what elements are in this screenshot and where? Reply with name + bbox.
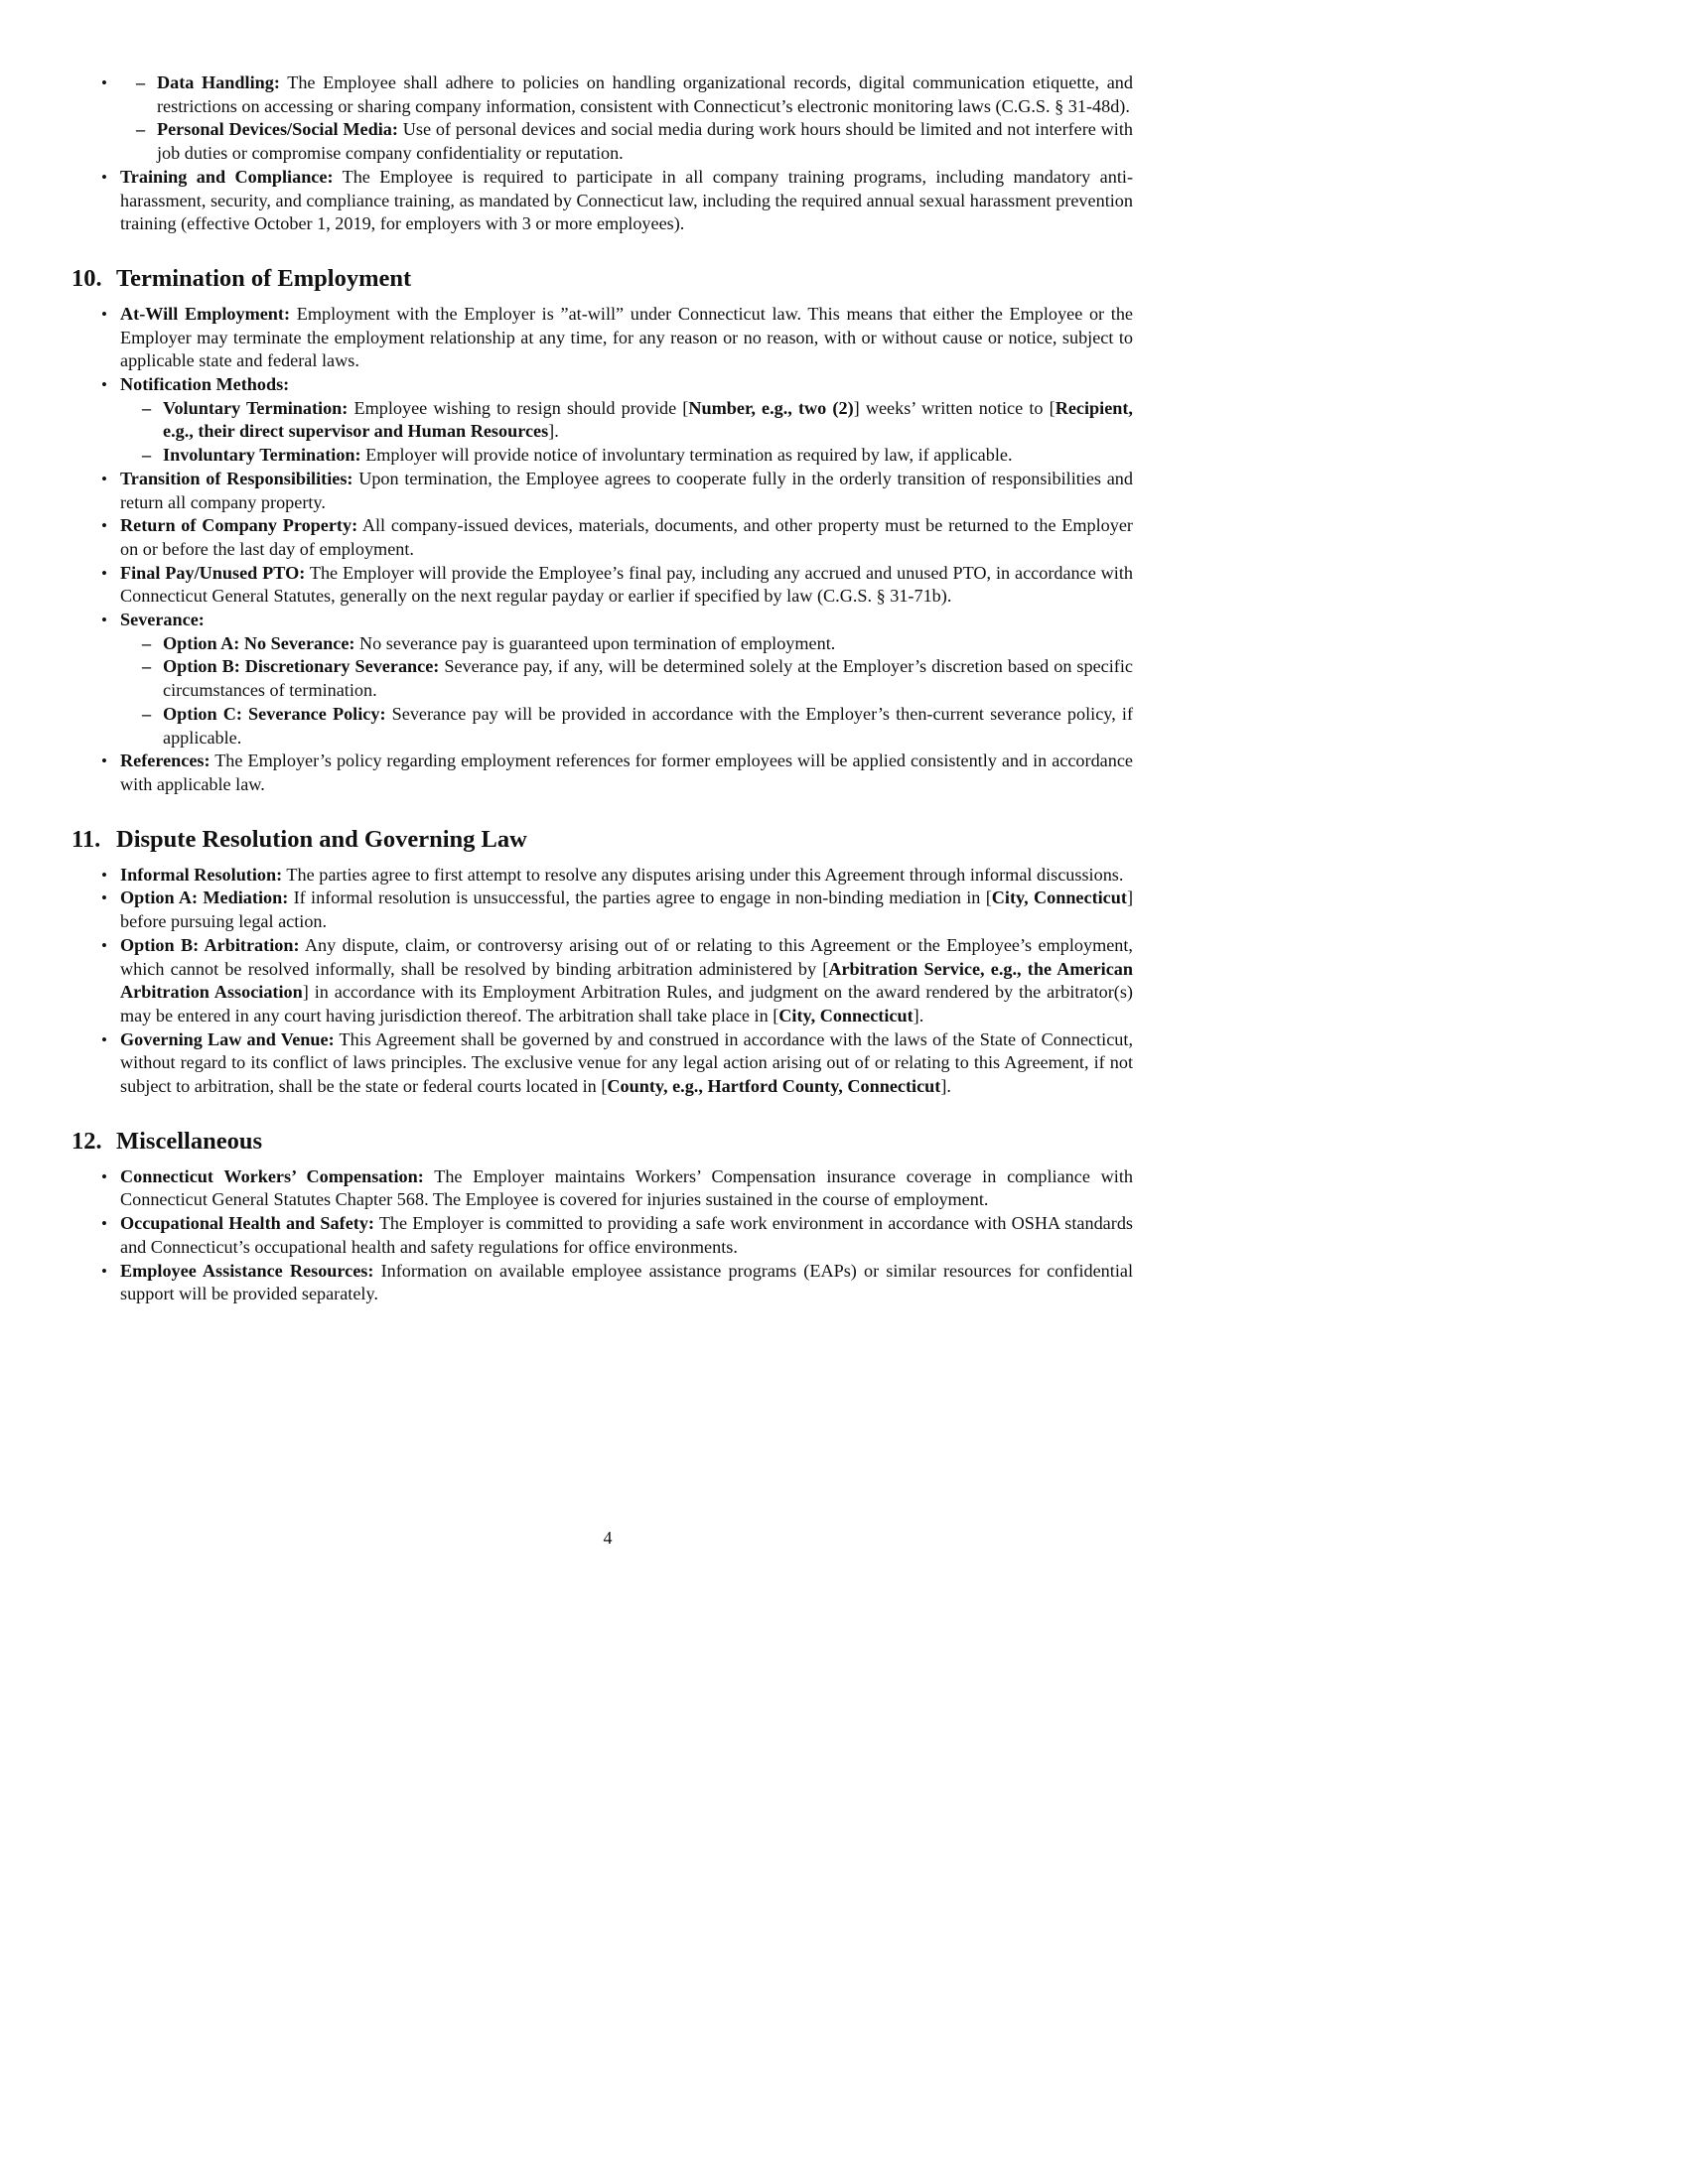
body-data-handling: The Employee shall adhere to policies on handling organizational records, digital communication etiquette, and restrictions on accessing or sharing company information, consistent with Connecticut’s electronic monitoring laws (C.G.S. § 31-48d). — [157, 72, 1133, 116]
section-9-continuation — [71, 71, 1133, 236]
sub-list — [114, 71, 1133, 166]
list-item-personal-devices — [157, 118, 1133, 165]
list-item-section-9-sub — [120, 71, 1133, 166]
term-option-c: Option C: Severance Policy: — [163, 703, 386, 724]
list-item-arbitration — [120, 934, 1133, 1028]
section-12 — [71, 1127, 1133, 1306]
list-item-involuntary — [163, 444, 1133, 468]
list-item-governing-law — [120, 1028, 1133, 1099]
section-12-list — [71, 1165, 1133, 1306]
term-at-will: At-Will Employment: — [120, 303, 291, 324]
placeholder-county: County, e.g., Hartford County, Connecticut — [607, 1076, 941, 1097]
body-arbitration-3: ]. — [913, 1005, 924, 1025]
list-item-training — [120, 166, 1133, 236]
list-item-return-property — [120, 514, 1133, 561]
term-transition: Transition of Responsibilities: — [120, 468, 353, 488]
section-10-heading — [71, 264, 1133, 294]
notification-sub-list — [120, 397, 1133, 468]
list-item-health-safety — [120, 1212, 1133, 1259]
section-10-title: Termination of Employment — [116, 264, 412, 292]
term-option-a: Option A: No Severance: — [163, 632, 355, 653]
section-12-title: Miscellaneous — [116, 1127, 262, 1155]
term-eap: Employee Assistance Resources: — [120, 1260, 374, 1281]
section-10 — [71, 264, 1133, 797]
term-governing-law: Governing Law and Venue: — [120, 1028, 335, 1049]
body-final-pay: The Employer will provide the Employee’s final pay, including any accrued and unused PTO, in accordance with Connecticut General Statutes, generally on the next regular payday or earlier if specified by law (C.G.S. § 31-71b). — [120, 562, 1133, 607]
term-option-b: Option B: Discretionary Severance: — [163, 656, 440, 677]
term-workers-comp: Connecticut Workers’ Compensation: — [120, 1165, 424, 1186]
body-governing-law-1: This Agreement shall be governed by and construed in accordance with the laws of the State of Connecticut, without regard to its conflict of laws principles. The exclusive venue for any legal action arising out of or relating to this Agreement, if not subject to arbitration, shall be the state or federal courts located in [ — [120, 1028, 1133, 1097]
list-item-eap — [120, 1260, 1133, 1306]
term-personal-devices: Personal Devices/Social Media: — [157, 119, 398, 140]
section-12-heading — [71, 1127, 1133, 1157]
body-voluntary-3: ]. — [548, 421, 559, 442]
body-option-a: No severance pay is guaranteed upon termination of employment. — [354, 632, 836, 653]
body-training: The Employee is required to participate in all company training programs, including mandatory anti-harassment, security, and compliance training, as mandated by Connecticut law, including the required annual sexual harassment prevention training (effective October 1, 2019, for employers with 3 or more employees). — [120, 166, 1133, 234]
list-item-references — [120, 750, 1133, 796]
body-voluntary-1: Employee wishing to resign should provide [ — [348, 397, 689, 418]
placeholder-arbitration-city: City, Connecticut — [778, 1005, 914, 1025]
body-references: The Employer’s policy regarding employment references for former employees will be applied consistently and in accordance with applicable law. — [120, 751, 1133, 794]
term-informal: Informal Resolution: — [120, 864, 283, 885]
list-item-severance — [120, 609, 1133, 750]
list-item-at-will — [120, 303, 1133, 373]
term-voluntary: Voluntary Termination: — [163, 397, 349, 418]
term-mediation: Option A: Mediation: — [120, 887, 289, 908]
body-mediation-2: ] before pursuing legal action. — [120, 887, 1133, 932]
term-severance: Severance: — [120, 610, 205, 630]
body-informal: The parties agree to first attempt to resolve any disputes arising under this Agreement through informal discussions. — [282, 864, 1124, 885]
body-personal-devices: Use of personal devices and social media during work hours should be limited and not interfere with job duties or compromise company confidentiality or reputation. — [157, 119, 1134, 164]
body-mediation-1: If informal resolution is unsuccessful, the parties agree to engage in non-binding mediation in [ — [288, 887, 992, 908]
body-option-c: Severance pay will be provided in accordance with the Employer’s then-current severance policy, if applicable. — [163, 703, 1133, 748]
list-item-option-a — [163, 632, 1133, 656]
page-content — [71, 71, 1133, 1306]
placeholder-arbitration-service: Arbitration Service, e.g., the American Arbitration Association — [120, 958, 1133, 1003]
placeholder-mediation-city: City, Connecticut — [991, 887, 1127, 908]
list-item-option-c — [163, 703, 1133, 750]
term-return-property: Return of Company Property: — [120, 515, 358, 536]
section-12-number: 12. — [71, 1127, 102, 1155]
list-item-option-b — [163, 655, 1133, 702]
body-transition: Upon termination, the Employee agrees to cooperate fully in the orderly transition of responsibilities and return all company property. — [120, 468, 1133, 512]
body-arbitration-1: Any dispute, claim, or controversy arising out of or relating to this Agreement or the Employee’s employment, which cannot be resolved informally, shall be resolved by binding arbitration administered by [ — [120, 934, 1133, 979]
body-eap: Information on available employee assistance programs (EAPs) or similar resources for confidential support will be provided separately. — [120, 1260, 1133, 1304]
placeholder-recipient: Recipient, e.g., their direct supervisor and Human Resources — [163, 397, 1133, 442]
severance-sub-list — [120, 632, 1133, 751]
page-number: 4 — [603, 1528, 613, 1548]
body-voluntary-2: ] weeks’ written notice to [ — [853, 397, 1055, 418]
term-references: References: — [120, 751, 211, 771]
section-11-number: 11. — [71, 825, 101, 853]
term-notification: Notification Methods: — [120, 374, 290, 395]
body-at-will: Employment with the Employer is ”at-will” under Connecticut law. This means that either the Employee or the Employer may terminate the employment relationship at any time, for any reason or no reason, with or without cause or notice, subject to applicable state and federal laws. — [120, 303, 1133, 371]
body-involuntary: Employer will provide notice of involuntary termination as required by law, if applicable. — [360, 445, 1013, 466]
term-data-handling: Data Handling: — [157, 72, 280, 92]
list-item-final-pay — [120, 562, 1133, 609]
term-training: Training and Compliance: — [120, 166, 334, 187]
section-10-list — [71, 303, 1133, 797]
placeholder-number: Number, e.g., two (2) — [688, 397, 854, 418]
body-workers-comp: The Employer maintains Workers’ Compensation insurance coverage in compliance with Connecticut General Statutes Chapter 568. The Employee is covered for injuries sustained in the course of employment. — [120, 1165, 1134, 1210]
section-10-number: 10. — [71, 264, 102, 292]
body-health-safety: The Employer is committed to providing a safe work environment in accordance with OSHA standards and Connecticut’s occupational health and safety regulations for office environments. — [120, 1213, 1133, 1257]
list-item-mediation — [120, 887, 1133, 933]
section-11-heading — [71, 825, 1133, 855]
term-arbitration: Option B: Arbitration: — [120, 934, 300, 955]
section-11-title: Dispute Resolution and Governing Law — [116, 825, 527, 853]
body-governing-law-2: ]. — [940, 1076, 951, 1097]
list-item-voluntary — [163, 397, 1133, 444]
body-arbitration-2: ] in accordance with its Employment Arbitration Rules, and judgment on the award rendered by the arbitrator(s) may be entered in any court having jurisdiction thereof. The arbitration shall take place in [ — [120, 982, 1133, 1025]
list-item-data-handling — [157, 71, 1133, 118]
section-11 — [71, 825, 1133, 1099]
term-final-pay: Final Pay/Unused PTO: — [120, 562, 306, 583]
body-return-property: All company-issued devices, materials, documents, and other property must be returned to the Employer on or before the last day of employment. — [120, 515, 1133, 559]
list-item-workers-comp — [120, 1165, 1133, 1212]
section-11-list — [71, 864, 1133, 1099]
list-item-informal — [120, 864, 1133, 887]
body-option-b: Severance pay, if any, will be determined solely at the Employer’s discretion based on specific circumstances of termination. — [163, 656, 1133, 701]
list-item-transition — [120, 468, 1133, 514]
list-item-notification — [120, 373, 1133, 468]
term-involuntary: Involuntary Termination: — [163, 445, 361, 466]
term-health-safety: Occupational Health and Safety: — [120, 1213, 374, 1234]
